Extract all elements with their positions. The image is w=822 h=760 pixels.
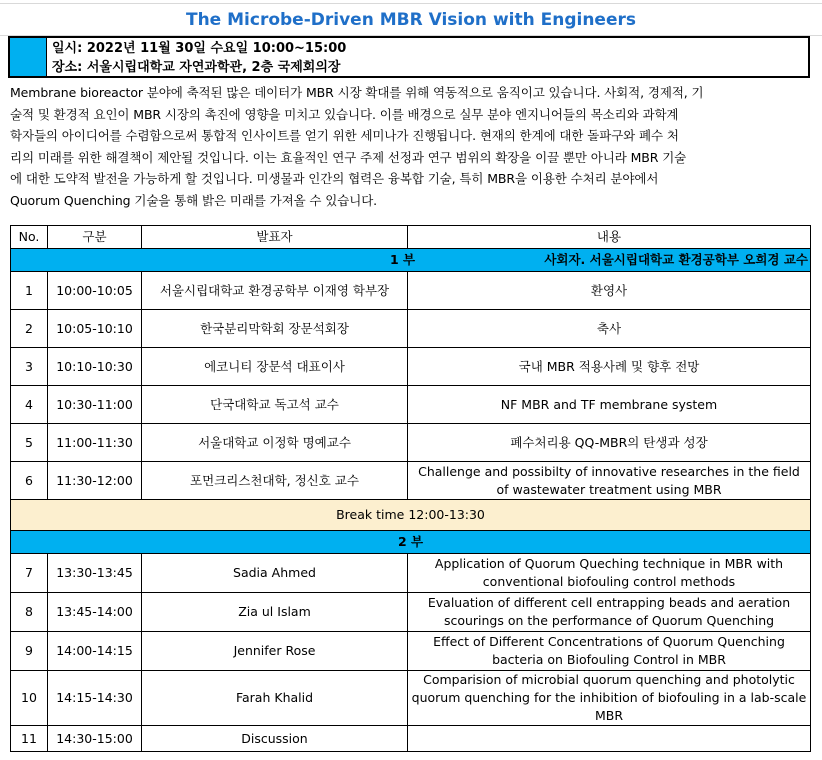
row-no: 10	[11, 671, 48, 726]
event-date: 일시: 2022년 11월 30일 수요일 10:00~15:00	[52, 41, 347, 56]
schedule-table	[10, 225, 811, 752]
table-row	[11, 348, 811, 386]
row-content: 국내 MBR 적용사례 및 향후 전망	[408, 348, 811, 386]
row-content: Challenge and possibilty of innovative researches in the field of wastewater treatment using MBR	[408, 462, 811, 500]
table-row	[11, 671, 811, 726]
part1-label: 1 부	[390, 252, 416, 267]
intro-line: Membrane bioreactor 분야에 축적된 많은 데이터가 MBR 시장 확대를 위해 역동적으로 움직이고 있습니다. 사회적, 경제적, 기	[10, 85, 704, 100]
row-content: Comparision of microbial quorum quenching and photolytic quorum quenching for the inhibition of biofouling in a lab-scale MBR	[408, 671, 811, 726]
row-speaker: Zia ul Islam	[142, 593, 408, 632]
header-no: No.	[11, 226, 48, 249]
table-row	[11, 632, 811, 671]
row-speaker: 에코니티 장문석 대표이사	[142, 348, 408, 386]
table-row	[11, 310, 811, 348]
row-content: 환영사	[408, 272, 811, 310]
row-no: 4	[11, 386, 48, 424]
header-time: 구분	[48, 226, 142, 249]
row-no: 7	[11, 554, 48, 593]
row-speaker: 포먼크리스천대학, 정신호 교수	[142, 462, 408, 500]
intro-paragraph	[10, 82, 810, 211]
page-title: The Microbe-Driven MBR Vision with Engineers	[185, 10, 636, 30]
row-no: 11	[11, 726, 48, 752]
row-time: 10:00-10:05	[48, 272, 142, 310]
intro-line: 에 대한 도약적 발전을 가능하게 할 것입니다. 미생물과 인간의 협력은 융복합 기술, 특히 MBR을 이용한 수처리 분야에서	[10, 171, 659, 186]
row-speaker: 서울시립대학교 환경공학부 이재영 학부장	[142, 272, 408, 310]
part1-row	[11, 249, 811, 272]
table-row	[11, 272, 811, 310]
row-content	[408, 726, 811, 752]
header-content: 내용	[408, 226, 811, 249]
row-time: 10:30-11:00	[48, 386, 142, 424]
row-time: 11:30-12:00	[48, 462, 142, 500]
part2-row	[11, 531, 811, 554]
row-time: 14:00-14:15	[48, 632, 142, 671]
table-row	[11, 386, 811, 424]
row-no: 5	[11, 424, 48, 462]
row-time: 14:30-15:00	[48, 726, 142, 752]
break-row	[11, 500, 811, 531]
row-speaker: Farah Khalid	[142, 671, 408, 726]
row-no: 6	[11, 462, 48, 500]
row-content: Evaluation of different cell entrapping beads and aeration scourings on the performance of Quorum Quenching	[408, 593, 811, 632]
row-speaker: 서울대학교 이정학 명예교수	[142, 424, 408, 462]
row-no: 1	[11, 272, 48, 310]
row-time: 13:45-14:00	[48, 593, 142, 632]
event-info-box	[8, 36, 810, 78]
intro-line: 술적 및 환경적 요인이 MBR 시장의 촉진에 영향을 미치고 있습니다. 이를 배경으로 실무 분야 엔지니어들의 목소리와 과학계	[10, 106, 679, 122]
part1-cell	[11, 249, 811, 272]
row-content: Effect of Different Concentrations of Quorum Quenching bacteria on Biofouling Control in MBR	[408, 632, 811, 671]
row-time: 10:10-10:30	[48, 348, 142, 386]
row-speaker: Jennifer Rose	[142, 632, 408, 671]
row-no: 3	[11, 348, 48, 386]
row-speaker: 한국분리막학회 장문석회장	[142, 310, 408, 348]
row-time: 13:30-13:45	[48, 554, 142, 593]
intro-line: 리의 미래를 위한 해결책이 제안될 것입니다. 이는 효율적인 연구 주제 선정과 연구 범위의 확장을 이끌 뿐만 아니라 MBR 기술	[10, 149, 687, 165]
row-speaker: 단국대학교 독고석 교수	[142, 386, 408, 424]
row-time: 10:05-10:10	[48, 310, 142, 348]
row-content: 폐수처리용 QQ-MBR의 탄생과 성장	[408, 424, 811, 462]
break-cell: Break time 12:00-13:30	[11, 500, 811, 531]
row-no: 8	[11, 593, 48, 632]
header-speaker: 발표자	[142, 226, 408, 249]
row-content: NF MBR and TF membrane system	[408, 386, 811, 424]
row-content: Application of Quorum Queching technique in MBR with conventional biofouling control methods	[408, 554, 811, 593]
row-no: 9	[11, 632, 48, 671]
header-row	[11, 226, 811, 249]
row-speaker: Sadia Ahmed	[142, 554, 408, 593]
table-row	[11, 424, 811, 462]
intro-line: 학자들의 아이디어를 수렴함으로써 통합적 인사이트를 얻기 위한 세미나가 진행됩니다. 현재의 한계에 대한 돌파구와 폐수 처	[10, 128, 679, 143]
part2-label: 2 부	[11, 531, 811, 554]
row-time: 11:00-11:30	[48, 424, 142, 462]
table-row	[11, 726, 811, 752]
row-content: 축사	[408, 310, 811, 348]
table-row	[11, 554, 811, 593]
event-place: 장소: 서울시립대학교 자연과학관, 2층 국제회의장	[52, 60, 341, 75]
row-no: 2	[11, 310, 48, 348]
row-speaker: Discussion	[142, 726, 408, 752]
table-row	[11, 593, 811, 632]
row-time: 14:15-14:30	[48, 671, 142, 726]
part1-moderator: 사회자. 서울시립대학교 환경공학부 오희경 교수	[544, 252, 808, 267]
table-row	[11, 462, 811, 500]
intro-line: Quorum Quenching 기술을 통해 밝은 미래를 가져올 수 있습니다.	[10, 192, 378, 208]
info-accent-bar	[10, 38, 47, 76]
